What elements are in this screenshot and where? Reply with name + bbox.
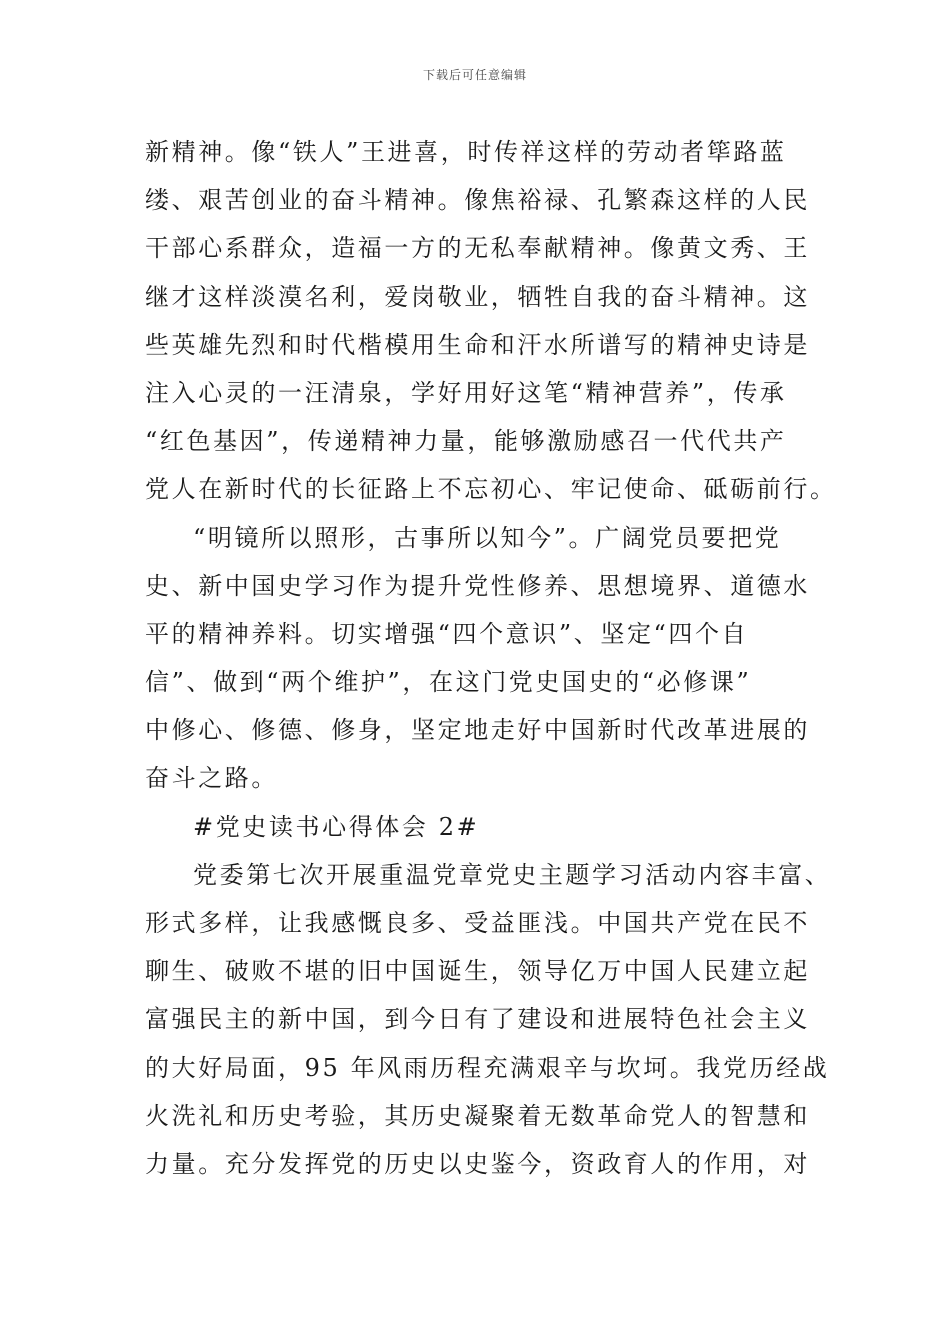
text-line: 史、新中国史学习作为提升党性修养、思想境界、道德水 xyxy=(145,571,810,600)
paragraph-first-line: “明镜所以照形，古事所以知今”。广阔党员要把党 xyxy=(193,523,782,552)
text-line: 奋斗之路。 xyxy=(145,764,278,793)
text-line: 聊生、破败不堪的旧中国诞生，领导亿万中国人民建立起 xyxy=(145,957,810,986)
text-line: 的大好局面，95 年风雨历程充满艰辛与坎坷。我党历经战 xyxy=(145,1053,830,1082)
text-line: 注入心灵的一汪清泉，学好用好这笔“精神营养”，传承 xyxy=(145,378,787,407)
text-line: 些英雄先烈和时代楷模用生命和汗水所谱写的精神史诗是 xyxy=(145,330,810,359)
text-line: 中修心、修德、修身，坚定地走好中国新时代改革进展的 xyxy=(145,716,810,745)
text-line: 新精神。像“铁人”王进喜，时传祥这样的劳动者筚路蓝 xyxy=(145,138,787,166)
text-line: 平的精神养料。切实增强“四个意识”、坚定“四个自 xyxy=(145,619,749,648)
page-header: 下载后可任意编辑 xyxy=(422,68,527,82)
text-line: 形式多样，让我感慨良多、受益匪浅。中国共产党在民不 xyxy=(145,909,810,937)
text-line: 干部心系群众，造福一方的无私奉献精神。像黄文秀、王 xyxy=(145,234,810,263)
text-line: “红色基因”，传递精神力量，能够激励感召一代代共产 xyxy=(145,427,787,456)
text-line: 党人在新时代的长征路上不忘初心、牢记使命、砥砺前行。 xyxy=(145,475,837,504)
document-body xyxy=(145,128,837,1188)
text-line: 富强民主的新中国，到今日有了建设和进展特色社会主义 xyxy=(145,1005,810,1034)
text-line: 火洗礼和历史考验，其历史凝聚着无数革命党人的智慧和 xyxy=(145,1101,810,1130)
paragraph-first-line: 党委第七次开展重温党章党史主题学习活动内容丰富、 xyxy=(193,860,832,889)
text-line: 继才这样淡漠名利，爱岗敬业，牺牲自我的奋斗精神。这 xyxy=(145,282,810,311)
section-heading: #党史读书心得体会 2# xyxy=(193,812,480,841)
text-line: 缕、艰苦创业的奋斗精神。像焦裕禄、孔繁森这样的人民 xyxy=(145,186,810,215)
text-line: 力量。充分发挥党的历史以史鉴今，资政育人的作用，对 xyxy=(145,1149,810,1178)
text-line: 信”、做到“两个维护”，在这门党史国史的“必修课” xyxy=(145,668,752,697)
